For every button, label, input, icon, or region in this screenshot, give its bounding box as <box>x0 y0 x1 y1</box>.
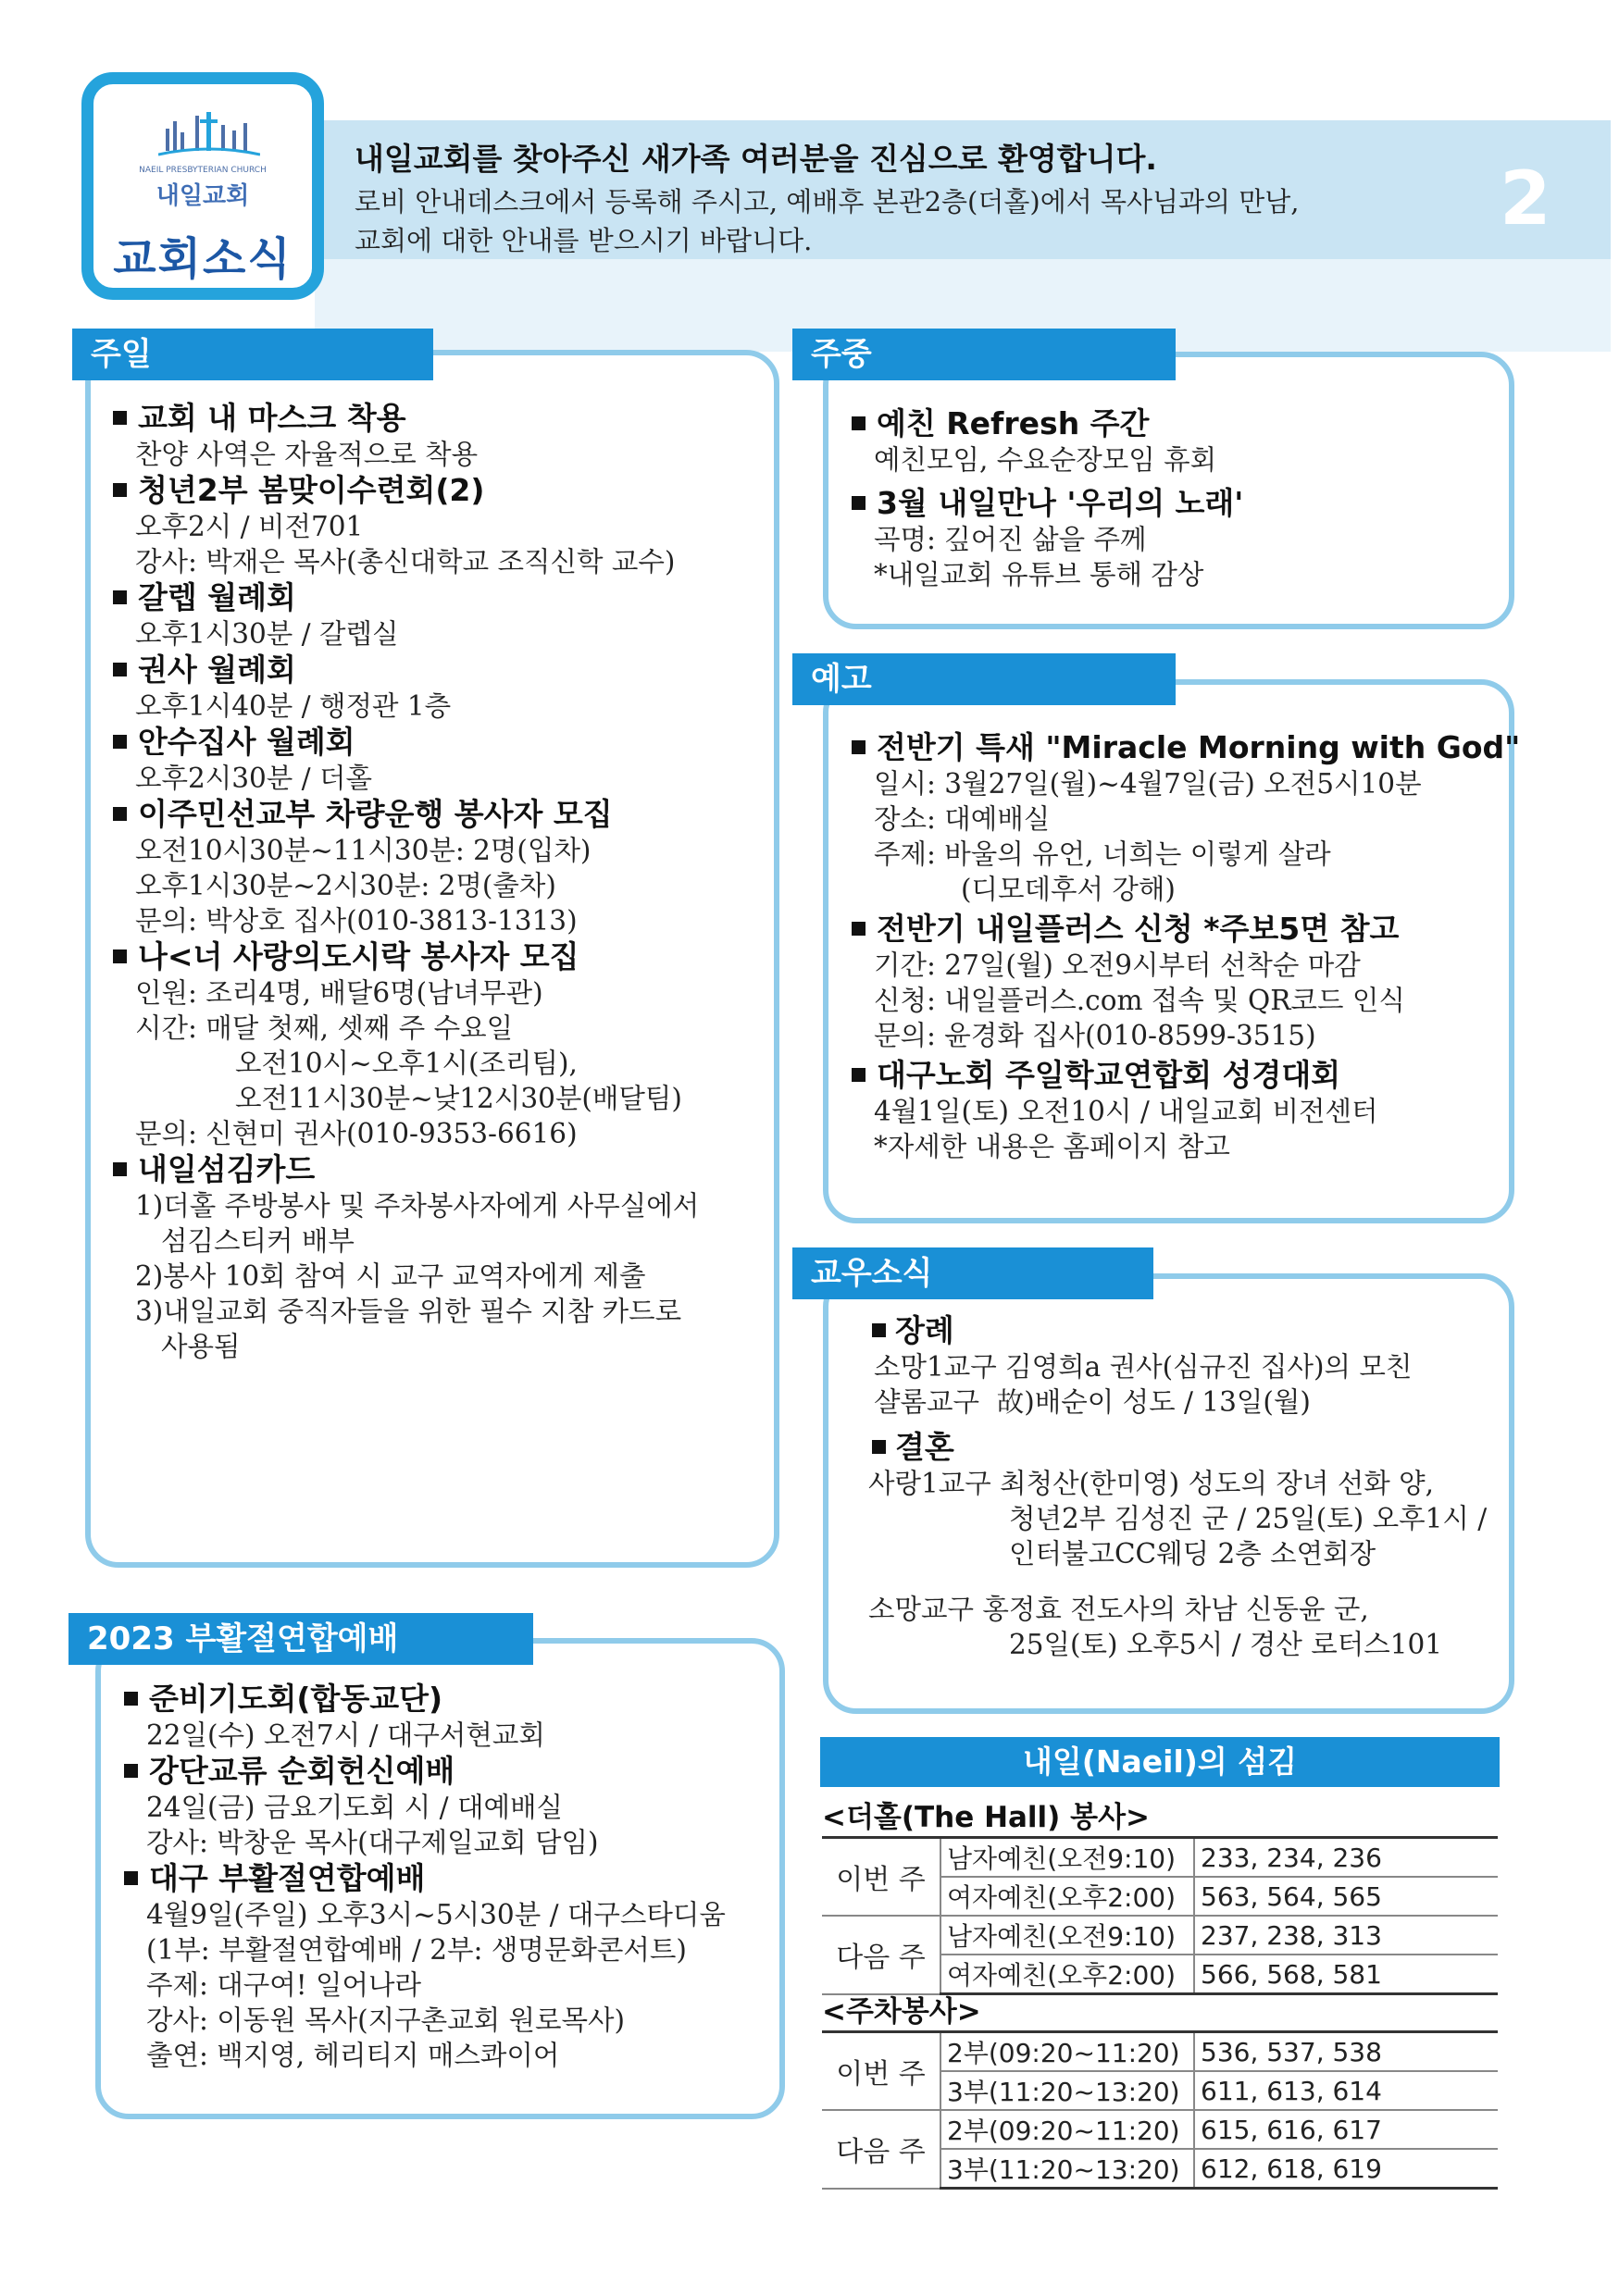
item-line: 4월1일(토) 오전10시 / 내일교회 비전센터 <box>874 1096 1378 1127</box>
item-line: *내일교회 유튜브 통해 감상 <box>874 559 1204 590</box>
welcome-line: 로비 안내데스크에서 등록해 주시고, 예배후 본관2층(더홀)에서 목사님과의 만남, <box>355 186 1300 217</box>
church-logo-icon <box>158 112 260 160</box>
item-line: 24일(금) 금요기도회 시 / 대예배실 <box>146 1792 563 1823</box>
numbers-cell: 611, 613, 614 <box>1194 2071 1498 2110</box>
time-cell: 2부(09:20~11:20) <box>940 2110 1194 2149</box>
funeral-line: 소망1교구 김영희a 권사(심규진 집사)의 모친 <box>874 1351 1413 1383</box>
wedding-line: 사랑1교구 최청산(한미영) 성도의 장녀 선화 양, <box>868 1468 1434 1499</box>
numbers-cell: 563, 564, 565 <box>1194 1877 1498 1916</box>
church-logo-box <box>81 72 324 300</box>
item-line: (디모데후서 강해) <box>961 874 1176 905</box>
item-line: 오후1시30분 / 갈렙실 <box>135 618 399 650</box>
time-cell: 3부(11:20~13:20) <box>940 2149 1194 2189</box>
week-cell: 다음 주 <box>822 1916 940 1994</box>
page-number: 2 <box>1500 155 1551 242</box>
time-cell: 여자예친(오후2:00) <box>940 1877 1194 1916</box>
table-row <box>822 1916 1498 1955</box>
item-title: 갈렙 월례회 <box>113 579 699 616</box>
item-line: 강사: 박창운 목사(대구제일교회 담임) <box>146 1827 599 1858</box>
item-title: 예친 Refresh 주간 <box>852 405 1243 442</box>
table-row <box>822 2110 1498 2149</box>
item-line: 문의: 신현미 권사(010-9353-6616) <box>135 1118 578 1149</box>
item-title: 내일섬김카드 <box>113 1151 699 1188</box>
numbers-cell: 536, 537, 538 <box>1194 2032 1498 2072</box>
item-title: 강단교류 순회헌신예배 <box>124 1753 726 1790</box>
item-title: 대구 부활절연합예배 <box>124 1860 726 1897</box>
item-line: 일시: 3월27일(월)~4월7일(금) 오전5시10분 <box>874 768 1422 800</box>
item-line: 오전10시30분~11시30분: 2명(입차) <box>135 835 592 866</box>
item-line: 인원: 조리4명, 배달6명(남녀무관) <box>135 977 543 1009</box>
item-title: 나<너 사랑의도시락 봉사자 모집 <box>113 938 699 975</box>
members-items <box>850 1312 1487 1662</box>
item-title: 전반기 특새 "Miracle Morning with God" <box>852 729 1520 766</box>
item-title: 청년2부 봄맞이수련회(2) <box>113 472 699 509</box>
logo-name: 내일교회 <box>156 182 250 210</box>
item-line: 신청: 내일플러스.com 접속 및 QR코드 인식 <box>874 985 1405 1016</box>
item-line: 사용됨 <box>161 1331 241 1362</box>
logo-small-text: NAEIL PRESBYTERIAN CHURCH <box>139 166 267 175</box>
item-line: 오후2시 / 비전701 <box>135 511 364 542</box>
duty-title: 내일(Naeil)의 섬김 <box>820 1737 1500 1787</box>
numbers-cell: 615, 616, 617 <box>1194 2110 1498 2149</box>
item-title: 준비기도회(합동교단) <box>124 1681 726 1718</box>
item-line: 3)내일교회 중직자들을 위한 필수 지참 카드로 <box>135 1296 682 1327</box>
sunday-items <box>113 400 699 1364</box>
item-line: 섬김스티커 배부 <box>161 1225 355 1257</box>
week-cell: 이번 주 <box>822 1838 940 1917</box>
easter-tab: 2023 부활절연합예배 <box>68 1613 533 1665</box>
wedding-line: 청년2부 김성진 군 / 25일(토) 오후1시 / <box>1009 1503 1488 1534</box>
item-title: 교회 내 마스크 착용 <box>113 400 699 437</box>
wedding-title: 결혼 <box>850 1429 1487 1466</box>
item-line: 곡명: 깊어진 삶을 주께 <box>874 524 1147 555</box>
time-cell: 3부(11:20~13:20) <box>940 2071 1194 2110</box>
notice-items <box>852 729 1520 1164</box>
numbers-cell: 233, 234, 236 <box>1194 1838 1498 1878</box>
weekday-tab: 주중 <box>792 329 1176 380</box>
hall-duty-table <box>822 1836 1498 1995</box>
item-title: 대구노회 주일학교연합회 성경대회 <box>852 1057 1520 1094</box>
item-line: 강사: 박재은 목사(총신대학교 조직신학 교수) <box>135 546 676 577</box>
wedding-line: 25일(토) 오후5시 / 경산 로터스101 <box>1009 1629 1443 1660</box>
item-line: 찬양 사역은 자율적으로 착용 <box>135 439 479 470</box>
notice-tab: 예고 <box>792 653 1176 705</box>
section-title: 교회소식 <box>113 233 293 285</box>
item-line: 문의: 윤경화 집사(010-8599-3515) <box>874 1020 1316 1051</box>
item-line: 오전11시30분~낮12시30분(배달팀) <box>235 1083 682 1114</box>
welcome-line: 교회에 대한 안내를 받으시기 바랍니다. <box>355 225 813 256</box>
item-line: 예친모임, 수요순장모임 휴회 <box>874 444 1217 476</box>
wedding-line: 인터불고CC웨딩 2층 소연회장 <box>1009 1538 1376 1570</box>
table-row <box>822 1838 1498 1878</box>
item-line: 22일(수) 오전7시 / 대구서현교회 <box>146 1719 545 1751</box>
table-row <box>822 2032 1498 2072</box>
item-line: 장소: 대예배실 <box>874 803 1051 835</box>
item-line: 문의: 박상호 집사(010-3813-1313) <box>135 905 578 937</box>
item-line: 4월9일(주일) 오후3시~5시30분 / 대구스타디움 <box>146 1899 726 1930</box>
numbers-cell: 612, 618, 619 <box>1194 2149 1498 2189</box>
item-line: 기간: 27일(월) 오전9시부터 선착순 마감 <box>874 949 1361 981</box>
numbers-cell: 566, 568, 581 <box>1194 1955 1498 1994</box>
item-line: 강사: 이동원 목사(지구촌교회 원로목사) <box>146 2004 626 2036</box>
time-cell: 여자예친(오후2:00) <box>940 1955 1194 1994</box>
item-line: 출연: 백지영, 헤리티지 매스콰이어 <box>146 2040 560 2071</box>
item-line: 2)봉사 10회 참여 시 교구 교역자에게 제출 <box>135 1260 646 1292</box>
item-line: 오전10시~오후1시(조리팀), <box>235 1048 578 1079</box>
item-title: 3월 내일만나 '우리의 노래' <box>852 485 1243 522</box>
item-title: 이주민선교부 차량운행 봉사자 모집 <box>113 796 699 833</box>
time-cell: 남자예친(오전9:10) <box>940 1916 1194 1955</box>
item-line: 1)더홀 주방봉사 및 주차봉사자에게 사무실에서 <box>135 1190 700 1222</box>
item-title: 전반기 내일플러스 신청 *주보5면 참고 <box>852 911 1520 948</box>
funeral-line: 샬롬교구 故)배순이 성도 / 13일(월) <box>874 1386 1311 1418</box>
sunday-tab: 주일 <box>72 329 433 380</box>
weekday-items <box>852 405 1243 592</box>
parking-duty-table <box>822 2030 1498 2190</box>
welcome-title: 내일교회를 찾아주신 새가족 여러분을 진심으로 환영합니다. <box>355 141 1157 177</box>
item-line: 오후1시30분~2시30분: 2명(출차) <box>135 870 556 901</box>
item-title: 안수집사 월례회 <box>113 724 699 761</box>
time-cell: 2부(09:20~11:20) <box>940 2032 1194 2072</box>
item-line: 오후2시30분 / 더홀 <box>135 763 372 794</box>
item-line: *자세한 내용은 홈페이지 참고 <box>874 1131 1230 1162</box>
hall-duty-label: <더홀(The Hall) 봉사> <box>822 1801 1151 1834</box>
numbers-cell: 237, 238, 313 <box>1194 1916 1498 1955</box>
funeral-title: 장례 <box>850 1312 1487 1349</box>
easter-items <box>124 1681 726 2073</box>
item-line: 주제: 바울의 유언, 너희는 이렇게 살라 <box>874 838 1331 870</box>
time-cell: 남자예친(오전9:10) <box>940 1838 1194 1878</box>
members-tab: 교우소식 <box>792 1247 1153 1299</box>
week-cell: 다음 주 <box>822 2110 940 2189</box>
item-line: 주제: 대구여! 일어나라 <box>146 1969 422 2001</box>
item-title: 권사 월례회 <box>113 652 699 689</box>
wedding-line: 소망교구 홍정효 전도사의 차남 신동윤 군, <box>868 1594 1369 1625</box>
item-line: (1부: 부활절연합예배 / 2부: 생명문화콘서트) <box>146 1934 687 1966</box>
parking-duty-label: <주차봉사> <box>822 1995 981 2029</box>
item-line: 시간: 매달 첫째, 셋째 주 수요일 <box>135 1012 514 1044</box>
week-cell: 이번 주 <box>822 2032 940 2111</box>
item-line: 오후1시40분 / 행정관 1층 <box>135 690 452 722</box>
